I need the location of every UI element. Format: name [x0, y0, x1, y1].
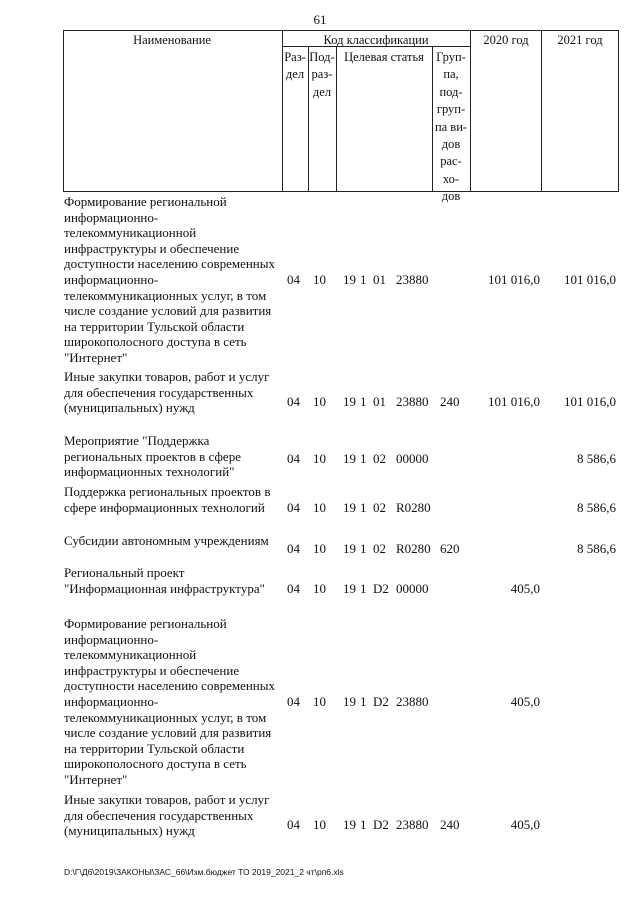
row-razdel: 04 [287, 394, 300, 409]
row-cel-4: 23880 [396, 694, 429, 709]
row-cel-1: 19 [343, 694, 356, 709]
row-cel-3: D2 [373, 581, 389, 596]
row-value-2021: 8 586,6 [577, 541, 616, 556]
row-name: Мероприятие "Поддержка региональных проектов в сфере информационных технологий" [64, 433, 241, 480]
file-path-footer: D:\Г\Д6\2019\ЗАКОНЫ\ЗАС_66\Изм.бюджет ТО 2019_2021_2 чт\рп6.xls [64, 867, 344, 877]
page-number: 61 [313, 12, 327, 27]
row-value-2020: 405,0 [510, 581, 540, 596]
row-razdel: 04 [287, 581, 300, 596]
header-celevaya: Целевая статья [344, 50, 424, 64]
row-cel-1: 19 [343, 541, 356, 556]
row-value-2021: 101 016,0 [564, 272, 616, 287]
header-razdel: Раз- дел [284, 50, 306, 82]
row-name: Субсидии автономным учреждениям [64, 533, 269, 548]
header-podrazdel: Под- раз- дел [309, 50, 335, 99]
row-cel-4: 23880 [396, 817, 429, 832]
row-cel-4: 00000 [396, 581, 429, 596]
row-name: Формирование региональной информационно- телекоммуникационной инфраструктуры и обеспечение доступности населению современных информационно- телекоммуникационных услуг, в том числе создание условий для развития на территории Тульской области широкополосного доступа в сеть "Интернет" [64, 194, 275, 365]
row-podrazdel: 10 [313, 500, 326, 515]
row-podrazdel: 10 [313, 541, 326, 556]
header-grup: Груп- па, под- груп- па ви- дов рас- хо- дов [434, 50, 468, 204]
row-razdel: 04 [287, 817, 300, 832]
row-podrazdel: 10 [313, 581, 326, 596]
row-cel-2: 1 [360, 541, 367, 556]
row-value-2020: 405,0 [510, 817, 540, 832]
row-cel-4: R0280 [396, 500, 431, 515]
row-cel-2: 1 [360, 451, 367, 466]
row-podrazdel: 10 [313, 817, 326, 832]
row-value-2020: 405,0 [510, 694, 540, 709]
row-razdel: 04 [287, 272, 300, 287]
row-vid: 620 [440, 541, 460, 556]
header-kod: Код классификации [323, 33, 429, 47]
row-cel-1: 19 [343, 817, 356, 832]
header-2020: 2020 год [483, 33, 529, 47]
row-name: Формирование региональной информационно- телекоммуникационной инфраструктуры и обеспечение доступности населению современных информационно- телекоммуникационных услуг, в том числе создание условий для развития на территории Тульской области широкополосного доступа в сеть "Интернет" [64, 616, 275, 787]
row-cel-1: 19 [343, 581, 356, 596]
row-vid: 240 [440, 817, 460, 832]
row-cel-4: 23880 [396, 272, 429, 287]
row-cel-2: 1 [360, 272, 367, 287]
header-2021: 2021 год [557, 33, 603, 47]
row-podrazdel: 10 [313, 272, 326, 287]
row-cel-4: R0280 [396, 541, 431, 556]
row-cel-3: 02 [373, 451, 386, 466]
row-name: Иные закупки товаров, работ и услуг для обеспечения государственных (муниципальных) нужд [64, 792, 270, 839]
row-podrazdel: 10 [313, 451, 326, 466]
row-cel-2: 1 [360, 817, 367, 832]
row-value-2020: 101 016,0 [488, 394, 540, 409]
row-podrazdel: 10 [313, 694, 326, 709]
row-razdel: 04 [287, 500, 300, 515]
row-name: Поддержка региональных проектов в сфере информационных технологий [64, 484, 271, 515]
row-cel-3: 01 [373, 394, 386, 409]
row-cel-1: 19 [343, 272, 356, 287]
row-value-2021: 8 586,6 [577, 451, 616, 466]
row-razdel: 04 [287, 694, 300, 709]
row-cel-3: 02 [373, 541, 386, 556]
row-razdel: 04 [287, 541, 300, 556]
row-cel-2: 1 [360, 581, 367, 596]
row-vid: 240 [440, 394, 460, 409]
row-cel-3: 02 [373, 500, 386, 515]
row-razdel: 04 [287, 451, 300, 466]
row-cel-3: D2 [373, 694, 389, 709]
row-value-2020: 101 016,0 [488, 272, 540, 287]
row-name: Региональный проект "Информационная инфраструктура" [64, 565, 265, 596]
row-cel-1: 19 [343, 500, 356, 515]
row-cel-1: 19 [343, 394, 356, 409]
row-cel-1: 19 [343, 451, 356, 466]
row-podrazdel: 10 [313, 394, 326, 409]
header-name: Наименование [133, 33, 211, 47]
row-cel-3: 01 [373, 272, 386, 287]
row-value-2021: 101 016,0 [564, 394, 616, 409]
row-name: Иные закупки товаров, работ и услуг для обеспечения государственных (муниципальных) нужд [64, 369, 270, 416]
row-cel-4: 00000 [396, 451, 429, 466]
row-cel-2: 1 [360, 694, 367, 709]
row-cel-2: 1 [360, 394, 367, 409]
row-value-2021: 8 586,6 [577, 500, 616, 515]
row-cel-4: 23880 [396, 394, 429, 409]
row-cel-3: D2 [373, 817, 389, 832]
row-cel-2: 1 [360, 500, 367, 515]
